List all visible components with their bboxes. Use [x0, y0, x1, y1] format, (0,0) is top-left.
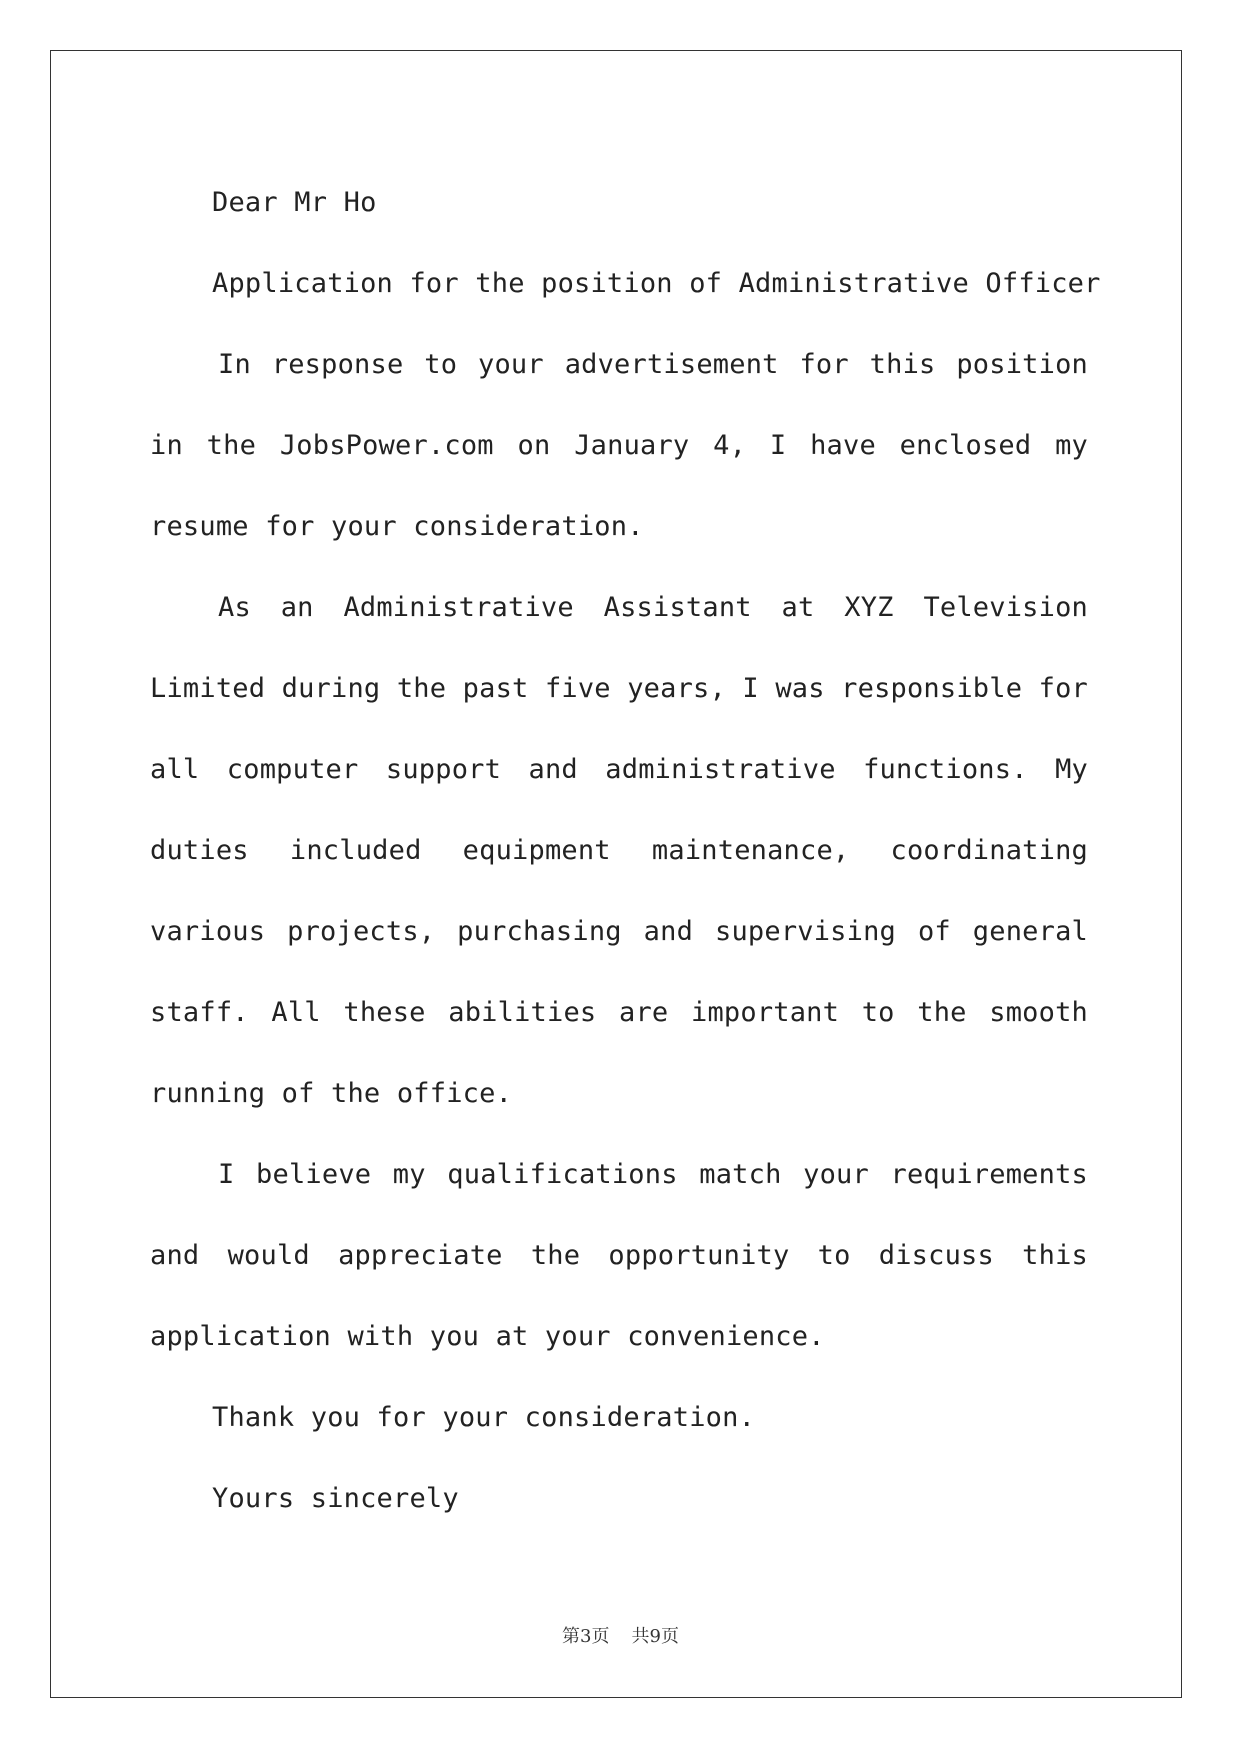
thanks-line: Thank you for your consideration. [212, 1402, 756, 1433]
paragraph-qualifications: I believe my qualifications match your requirements and would appreciate the opportunity to discuss this application with you at your convenience. [150, 1159, 1088, 1352]
salutation: Dear Mr Ho [212, 187, 377, 218]
paragraph-experience: As an Administrative Assistant at XYZ Television Limited during the past five years, I was responsible for all computer support and administrative functions. My duties included equipment maintenance, coordinating various projects, purchasing and supervising of general staff. All these abilities are important to the smooth running of the office. [150, 592, 1088, 1109]
letter-body [150, 162, 1101, 1539]
closing-line: Yours sincerely [212, 1483, 459, 1514]
page-number-current: 第3页 [562, 1626, 610, 1647]
paragraph-response: In response to your advertisement for this position in the JobsPower.com on January 4, I have enclosed my resume for your consideration. [150, 349, 1088, 542]
subject-line: Application for the position of Administrative Officer [212, 268, 1101, 299]
page-number-total: 共9页 [631, 1626, 679, 1647]
page-footer [0, 1622, 1241, 1648]
